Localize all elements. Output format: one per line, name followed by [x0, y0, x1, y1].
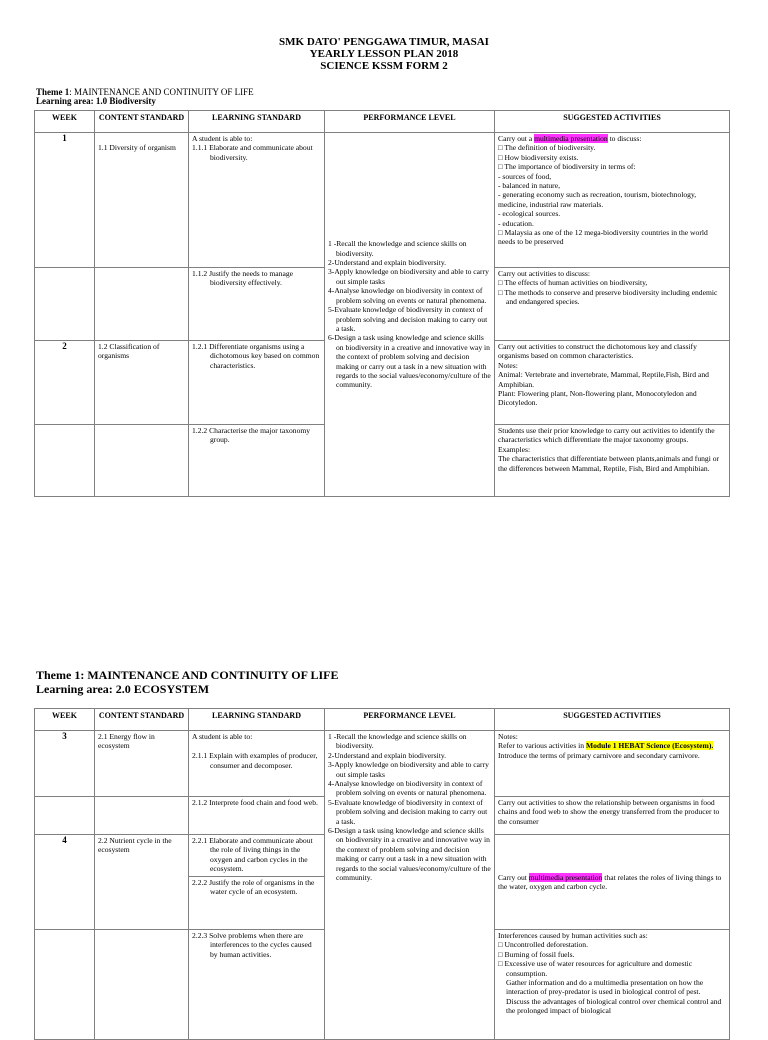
learning-standard-cell	[189, 133, 325, 268]
col-learning-standard: LEARNING STANDARD	[189, 709, 325, 731]
col-week: WEEK	[35, 709, 95, 731]
sa-text: Refer to various activities in	[498, 741, 586, 751]
sa-line: □ Excessive use of water resources for agriculture and domestic consumption.	[498, 959, 693, 978]
suggested-activities-cell	[495, 341, 730, 425]
school-name: SMK DATO' PENGGAWA TIMUR, MASAI	[279, 36, 489, 48]
sa-line: Students use their prior knowledge to carry out activities to identify the characteristics which differentiate the major taxonomy groups.	[498, 426, 715, 445]
performance-level-cell	[325, 133, 495, 497]
suggested-activities-cell	[495, 835, 730, 930]
section2-learning-area: Learning area: 2.0 ECOSYSTEM	[36, 682, 210, 696]
ls-item: 2.2.1 Elaborate and communicate about the role of living things in the oxygen and carbon cycles in the ecosystem.	[192, 836, 313, 874]
learning-standard-cell	[189, 341, 325, 425]
suggested-activities-cell	[495, 268, 730, 341]
ls-item: 2.2.3 Solve problems when there are interferences to the cycles caused by human activities.	[192, 931, 312, 959]
week-cell-empty	[35, 797, 95, 835]
learning-standard-cell	[189, 425, 325, 497]
week-cell-empty	[35, 930, 95, 1040]
content-standard-cell: 1.1 Diversity of organism	[95, 133, 189, 268]
section1-theme-text: : MAINTENANCE AND CONTINUITY OF LIFE	[69, 87, 254, 97]
ls-item: 1.1.1 Elaborate and communicate about biodiversity.	[192, 143, 313, 162]
sa-line: □ The importance of biodiversity in terms of:	[498, 162, 636, 172]
sa-line: Notes:	[498, 360, 518, 370]
week-cell-empty	[35, 425, 95, 497]
col-performance-level: PERFORMANCE LEVEL	[325, 111, 495, 133]
section2-heading	[36, 668, 338, 696]
pl-item: 4-Analyse knowledge on biodiversity in context of problem solving on events or natural phenomena.	[328, 779, 487, 798]
suggested-activities-cell	[495, 930, 730, 1040]
section1-theme-prefix: Theme 1	[36, 87, 70, 97]
content-standard-cell-empty	[95, 797, 189, 835]
highlight-module: Module 1 HEBAT Science (Ecosystem).	[585, 741, 714, 751]
col-performance-level: PERFORMANCE LEVEL	[325, 709, 495, 731]
ls-item: 2.1.2 Interprete food chain and food web.	[192, 798, 318, 807]
pl-item: 1 -Recall the knowledge and science skills on biodiversity.	[328, 732, 467, 751]
sa-line: The characteristics that differentiate between plants,animals and fungi or the differences between Mammal, Reptile, Fish, Bird and Amphibian.	[498, 454, 720, 473]
plan-title: YEARLY LESSON PLAN 2018	[309, 48, 459, 60]
pl-item: 3-Apply knowledge on biodiversity and able to carry out simple tasks	[328, 760, 489, 779]
sa-line: Discuss the advantages of biological control over chemical control and the prolonged impact of biological	[506, 996, 722, 1016]
sa-line: Carry out activities to construct the dichotomous key and classify organisms based on common characteristics.	[498, 342, 697, 361]
sa-line: - balanced in nature,	[498, 181, 560, 191]
sa-text: Carry out a	[498, 134, 535, 143]
pl-item: 2-Understand and explain biodiversity.	[328, 258, 447, 268]
week-cell: 3	[35, 731, 95, 797]
content-standard-cell: 2.1 Energy flow in ecosystem	[95, 731, 189, 797]
sa-line: □ The effects of human activities on biodiversity,	[498, 278, 648, 288]
content-standard-cell: 1.2 Classification of organisms	[95, 341, 189, 425]
sa-line: Gather information and do a multimedia presentation on how the interaction of prey-predator is used in biological control of pest.	[506, 978, 704, 997]
pl-item: 4-Analyse knowledge on biodiversity in context of problem solving on events or natural phenomena.	[328, 286, 487, 305]
learning-standard-cell	[189, 268, 325, 341]
col-suggested-activities: SUGGESTED ACTIVITIES	[495, 111, 730, 133]
pl-item: 3-Apply knowledge on biodiversity and able to carry out simple tasks	[328, 267, 489, 286]
highlight-multimedia: multimedia presentation	[528, 872, 603, 882]
sa-line: - education.	[498, 218, 534, 228]
sa-line: Notes:	[498, 732, 518, 741]
section1-learning-area: Learning area: 1.0 Biodiversity	[36, 96, 156, 106]
sa-line: □ Burning of fossil fuels.	[498, 949, 575, 959]
col-suggested-activities: SUGGESTED ACTIVITIES	[495, 709, 730, 731]
week-cell: 4	[35, 835, 95, 930]
sa-line: - ecological sources.	[498, 209, 561, 219]
col-content-standard: CONTENT STANDARD	[95, 709, 189, 731]
pl-item: 5-Evaluate knowledge of biodiversity in context of problem solving and decision making to carry out a task.	[328, 797, 488, 826]
sa-line: Plant: Flowering plant, Non-flowering plant, Monocotyledon and Dicotyledon.	[498, 389, 697, 408]
pl-item: 2-Understand and explain biodiversity.	[328, 750, 447, 760]
week-cell: 2	[35, 341, 95, 425]
sa-text: to discuss:	[607, 134, 642, 143]
ls-item: 1.2.1 Differentiate organisms using a dichotomous key based on common characteristics.	[192, 342, 320, 370]
suggested-activities-cell: Carry out activities to show the relationship between organisms in food chains and food web to show the energy transferred from the producer to the consumer	[495, 797, 730, 835]
learning-standard-cell	[189, 930, 325, 1040]
sa-line: Carry out activities to discuss:	[498, 269, 590, 278]
sa-text: that relates the roles of living things to the water, oxygen and carbon cycle.	[498, 872, 722, 891]
ls-item: 2.1.1 Explain with examples of producer, consumer and decomposer.	[192, 751, 318, 770]
sa-line: Examples:	[498, 444, 531, 454]
section1-heading	[36, 88, 254, 106]
pl-item: 1 -Recall the knowledge and science skills on biodiversity.	[328, 239, 467, 258]
ls-item: 1.2.2 Characterise the major taxonomy group.	[192, 426, 311, 445]
col-learning-standard: LEARNING STANDARD	[189, 111, 325, 133]
week-cell-empty	[35, 268, 95, 341]
sa-line: Animal: Vertebrate and invertebrate, Mammal, Reptile,Fish, Bird and Amphibian.	[498, 370, 709, 389]
suggested-activities-cell	[495, 133, 730, 268]
sa-line: □ How biodiversity exists.	[498, 152, 579, 162]
performance-level-cell	[325, 731, 495, 1040]
biodiversity-table	[34, 110, 730, 497]
sa-line: - sources of food,	[498, 171, 552, 181]
suggested-activities-cell	[495, 731, 730, 797]
ecosystem-table	[34, 708, 730, 1040]
ls-item: 2.2.2 Justify the role of organisms in the water cycle of an ecosystem.	[192, 877, 315, 897]
sa-line: □ The methods to conserve and preserve biodiversity including endemic and endangered species.	[498, 287, 718, 307]
subject-title: SCIENCE KSSM FORM 2	[320, 60, 448, 72]
ls-intro: A student is able to:	[192, 732, 253, 741]
sa-line: □ Malaysia as one of the 12 mega-biodiversity countries in the world needs to be preserved	[498, 228, 708, 247]
sa-line: - generating economy such as recreation, tourism, biotechnology, medicine, industrial raw materials.	[498, 190, 697, 209]
col-week: WEEK	[35, 111, 95, 133]
pl-item: 6-Design a task using knowledge and science skills on biodiversity in a creative and innovative way in the context of problem solving and decision making or carry out a task in a new situation with regards to the social values/economy/culture of the community.	[328, 826, 491, 883]
ls-item: 1.1.2 Justify the needs to manage biodiversity effectively.	[192, 269, 294, 288]
sa-line: Interferences caused by human activities such as:	[498, 931, 648, 940]
pl-item: 5-Evaluate knowledge of biodiversity in context of problem solving and decision making to carry out a task.	[328, 305, 488, 333]
section2-theme: Theme 1: MAINTENANCE AND CONTINUITY OF LIFE	[36, 668, 339, 682]
content-standard-cell: 2.2 Nutrient cycle in the ecosystem	[95, 835, 189, 930]
sa-line: □ Uncontrolled deforestation.	[498, 940, 588, 950]
content-standard-cell-empty	[95, 268, 189, 341]
learning-standard-cell	[189, 731, 325, 797]
sa-line: □ The definition of biodiversity.	[498, 143, 596, 153]
content-standard-cell-empty	[95, 425, 189, 497]
col-content-standard: CONTENT STANDARD	[95, 111, 189, 133]
learning-standard-cell	[189, 797, 325, 835]
highlight-multimedia: multimedia presentation	[534, 134, 608, 143]
sa-text: Carry out	[498, 872, 529, 882]
ls-intro: A student is able to:	[192, 134, 253, 143]
week-cell: 1	[35, 133, 95, 268]
learning-standard-cell	[189, 835, 325, 930]
pl-item: 6-Design a task using knowledge and science skills on biodiversity in a creative and innovative way in the context of problem solving and decision making or carry out a task in a new situation with regards to the social values/economy/culture of the community.	[328, 333, 491, 390]
content-standard-cell-empty	[95, 930, 189, 1040]
sa-line: Introduce the terms of primary carnivore and secondary carnivore.	[498, 750, 700, 760]
suggested-activities-cell	[495, 425, 730, 497]
